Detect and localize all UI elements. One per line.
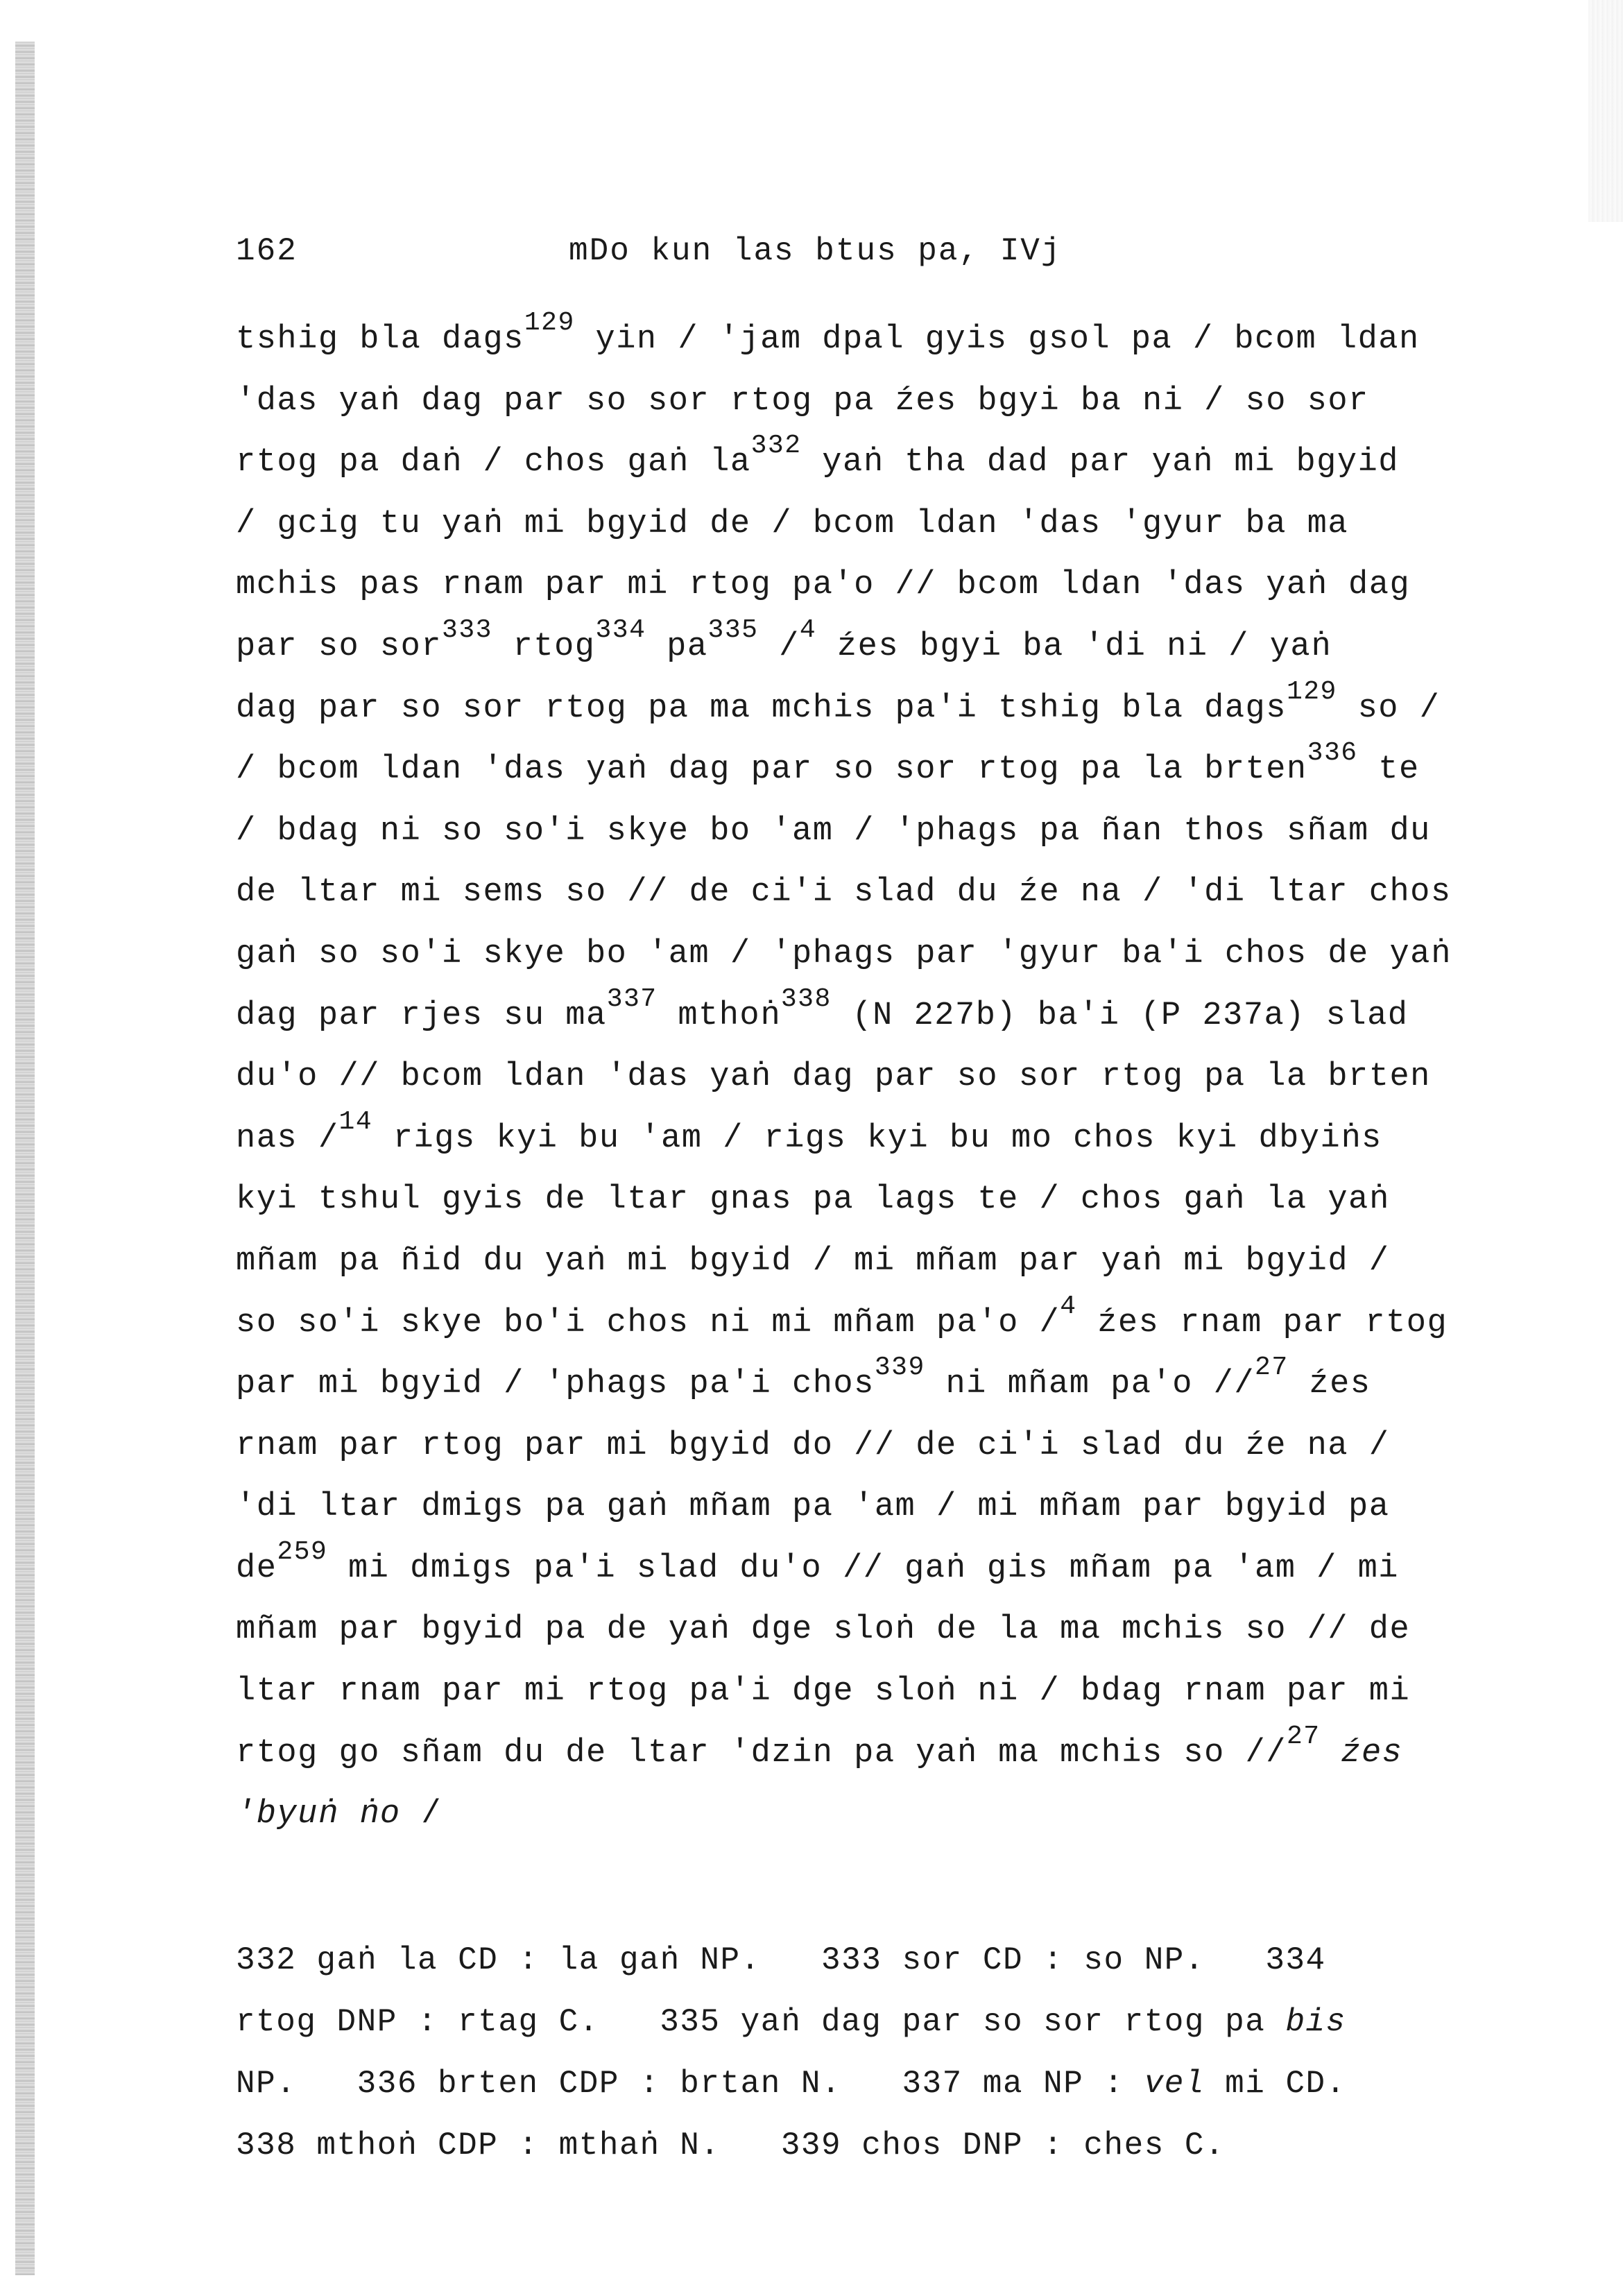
footnote-reference: 338 [780,984,832,1014]
text-run: NP. 336 brten CDP : brtan N. 337 ma NP : [236,2066,1144,2102]
text-run: mi CD. [1205,2066,1346,2102]
text-run: ltar rnam par mi rtog pa'i dge sloṅ ni / bdag rnam par mi [236,1673,1411,1711]
text-run: vel [1144,2066,1205,2102]
text-line [236,1723,1484,1785]
text-run: / bcom ldan 'das yaṅ dag par so sor rtog pa la brten [236,751,1307,789]
text-run: / bdag ni so so'i skye bo 'am / 'phags pa ñan thos sñam du [236,812,1431,850]
footnote-reference: 332 [750,431,802,461]
text-line [236,862,1484,924]
text-run: rtog pa daṅ / chos gaṅ la [236,444,751,481]
text-run: dag par so sor rtog pa ma mchis pa'i tshig bla dags [236,689,1287,727]
text-line [236,1477,1484,1539]
text-run: de ltar mi sems so // de ci'i slad du źe na / 'di ltar chos [236,874,1452,911]
text-line [236,555,1484,617]
text-run: rtog [492,628,596,665]
page-header [236,233,1457,275]
text-line [236,1536,1484,1600]
footnote-line [236,1930,1484,1991]
main-text-block [236,309,1484,1846]
footnote-reference: 333 [442,615,492,645]
text-run: (N 227b) ba'i (P 237a) slad [831,997,1409,1034]
text-run: par mi bgyid / 'phags pa'i chos [236,1366,875,1403]
text-line [236,986,1484,1047]
text-line [236,1293,1484,1355]
footnote-reference: 129 [1286,676,1337,707]
footnote-reference: 337 [606,984,658,1014]
footnote-reference: 339 [874,1353,925,1383]
text-run: yaṅ tha dad par yaṅ mi bgyid [801,444,1399,481]
text-run: par so sor [236,628,443,665]
text-run: / gcig tu yaṅ mi bgyid de / bcom ldan 'das 'gyur ba ma [236,505,1349,542]
footnote-reference: 259 [277,1536,328,1567]
footnote-reference: 129 [524,308,575,338]
footnote-reference: 336 [1307,738,1358,769]
text-run: so so'i skye bo'i chos ni mi mñam pa'o / [236,1304,1060,1342]
text-run: źes [1288,1366,1371,1403]
footnote-reference: 4 [799,615,817,645]
text-run: rnam par rtog par mi bgyid do // de ci'i slad du źe na / [236,1427,1390,1464]
text-line [236,801,1484,863]
text-run: mi dmigs pa'i slad du'o // gaṅ gis mñam pa 'am / mi [327,1550,1399,1587]
text-run: tshig bla dags [236,321,524,358]
text-run: / [758,628,800,665]
text-line [236,309,1484,371]
text-run: te [1357,751,1420,789]
text-run: mñam pa ñid du yaṅ mi bgyid / mi mñam par yaṅ mi bgyid / [236,1242,1390,1280]
text-run: 'di ltar dmigs pa gaṅ mñam pa 'am / mi mñam par bgyid pa [236,1489,1390,1526]
footnotes-block [236,1930,1484,2177]
text-line [236,1354,1484,1416]
text-line [236,432,1484,494]
text-run: rtog DNP : rtag C. 335 yaṅ dag par so sor rtog pa [236,2004,1286,2040]
footnote-reference: 334 [595,615,646,645]
text-line [236,617,1484,678]
footnote-reference: 4 [1060,1291,1077,1321]
footnote-reference: 27 [1255,1353,1289,1383]
text-run: / [400,1796,443,1833]
text-run: 332 gaṅ la CD : la gaṅ NP. 333 sor CD : so NP. 334 [236,1942,1326,1978]
text-run: dag par rjes su ma [236,997,607,1034]
text-line [236,1416,1484,1477]
text-run: pa [646,628,708,665]
text-run: so / [1337,689,1441,727]
text-line [236,924,1484,986]
text-line [236,1170,1484,1231]
text-line [236,1047,1484,1108]
text-run: 'byuṅ ṅo [236,1796,401,1833]
scan-edge-right [1588,0,1623,222]
text-run: rigs kyi bu 'am / rigs kyi bu mo chos kyi dbyiṅs [372,1120,1382,1157]
footnote-line [236,2115,1484,2177]
text-run: nas / [236,1120,339,1157]
footnote-line [236,1991,1484,2053]
text-line [236,494,1484,556]
text-line [236,1108,1484,1170]
page-number: 162 [236,233,298,269]
footnote-line [236,2053,1484,2115]
text-run [1321,1735,1341,1772]
text-run: du'o // bcom ldan 'das yaṅ dag par so sor rtog pa la brten [236,1059,1431,1096]
text-run: 338 mthoṅ CDP : mthaṅ N. 339 chos DNP : ches C. [236,2127,1226,2164]
text-run: de [236,1550,277,1587]
text-run: bis [1285,2004,1346,2040]
text-run: źes rnam par rtog [1076,1304,1448,1342]
text-run: źes [1341,1734,1403,1772]
text-line [236,1231,1484,1293]
scan-edge-left [15,42,35,2275]
text-line [236,1600,1484,1661]
text-run: źes bgyi ba 'di ni / yaṅ [816,628,1332,665]
footnote-reference: 335 [707,615,759,645]
running-title: mDo kun las btus pa, IVj [569,233,1062,269]
text-line [236,1784,1484,1846]
text-run: gaṅ so so'i skye bo 'am / 'phags par 'gyur ba'i chos de yaṅ [236,935,1452,973]
footnote-reference: 27 [1286,1721,1321,1751]
text-line [236,739,1484,801]
text-run: 'das yaṅ dag par so sor rtog pa źes bgyi ba ni / so sor [236,382,1369,420]
text-run: yin / 'jam dpal gyis gsol pa / bcom ldan [574,321,1420,358]
text-run: kyi tshul gyis de ltar gnas pa lags te / chos gaṅ la yaṅ [236,1181,1390,1219]
text-line [236,371,1484,433]
text-run: ni mñam pa'o // [925,1366,1255,1403]
footnote-reference: 14 [338,1106,373,1137]
text-run: rtog go sñam du de ltar 'dzin pa yaṅ ma mchis so // [236,1734,1287,1772]
text-run: mthoṅ [657,997,781,1034]
text-line [236,678,1484,740]
text-run: mchis pas rnam par mi rtog pa'o // bcom ldan 'das yaṅ dag [236,567,1411,604]
text-line [236,1661,1484,1723]
text-run: mñam par bgyid pa de yaṅ dge sloṅ de la ma mchis so // de [236,1611,1411,1649]
